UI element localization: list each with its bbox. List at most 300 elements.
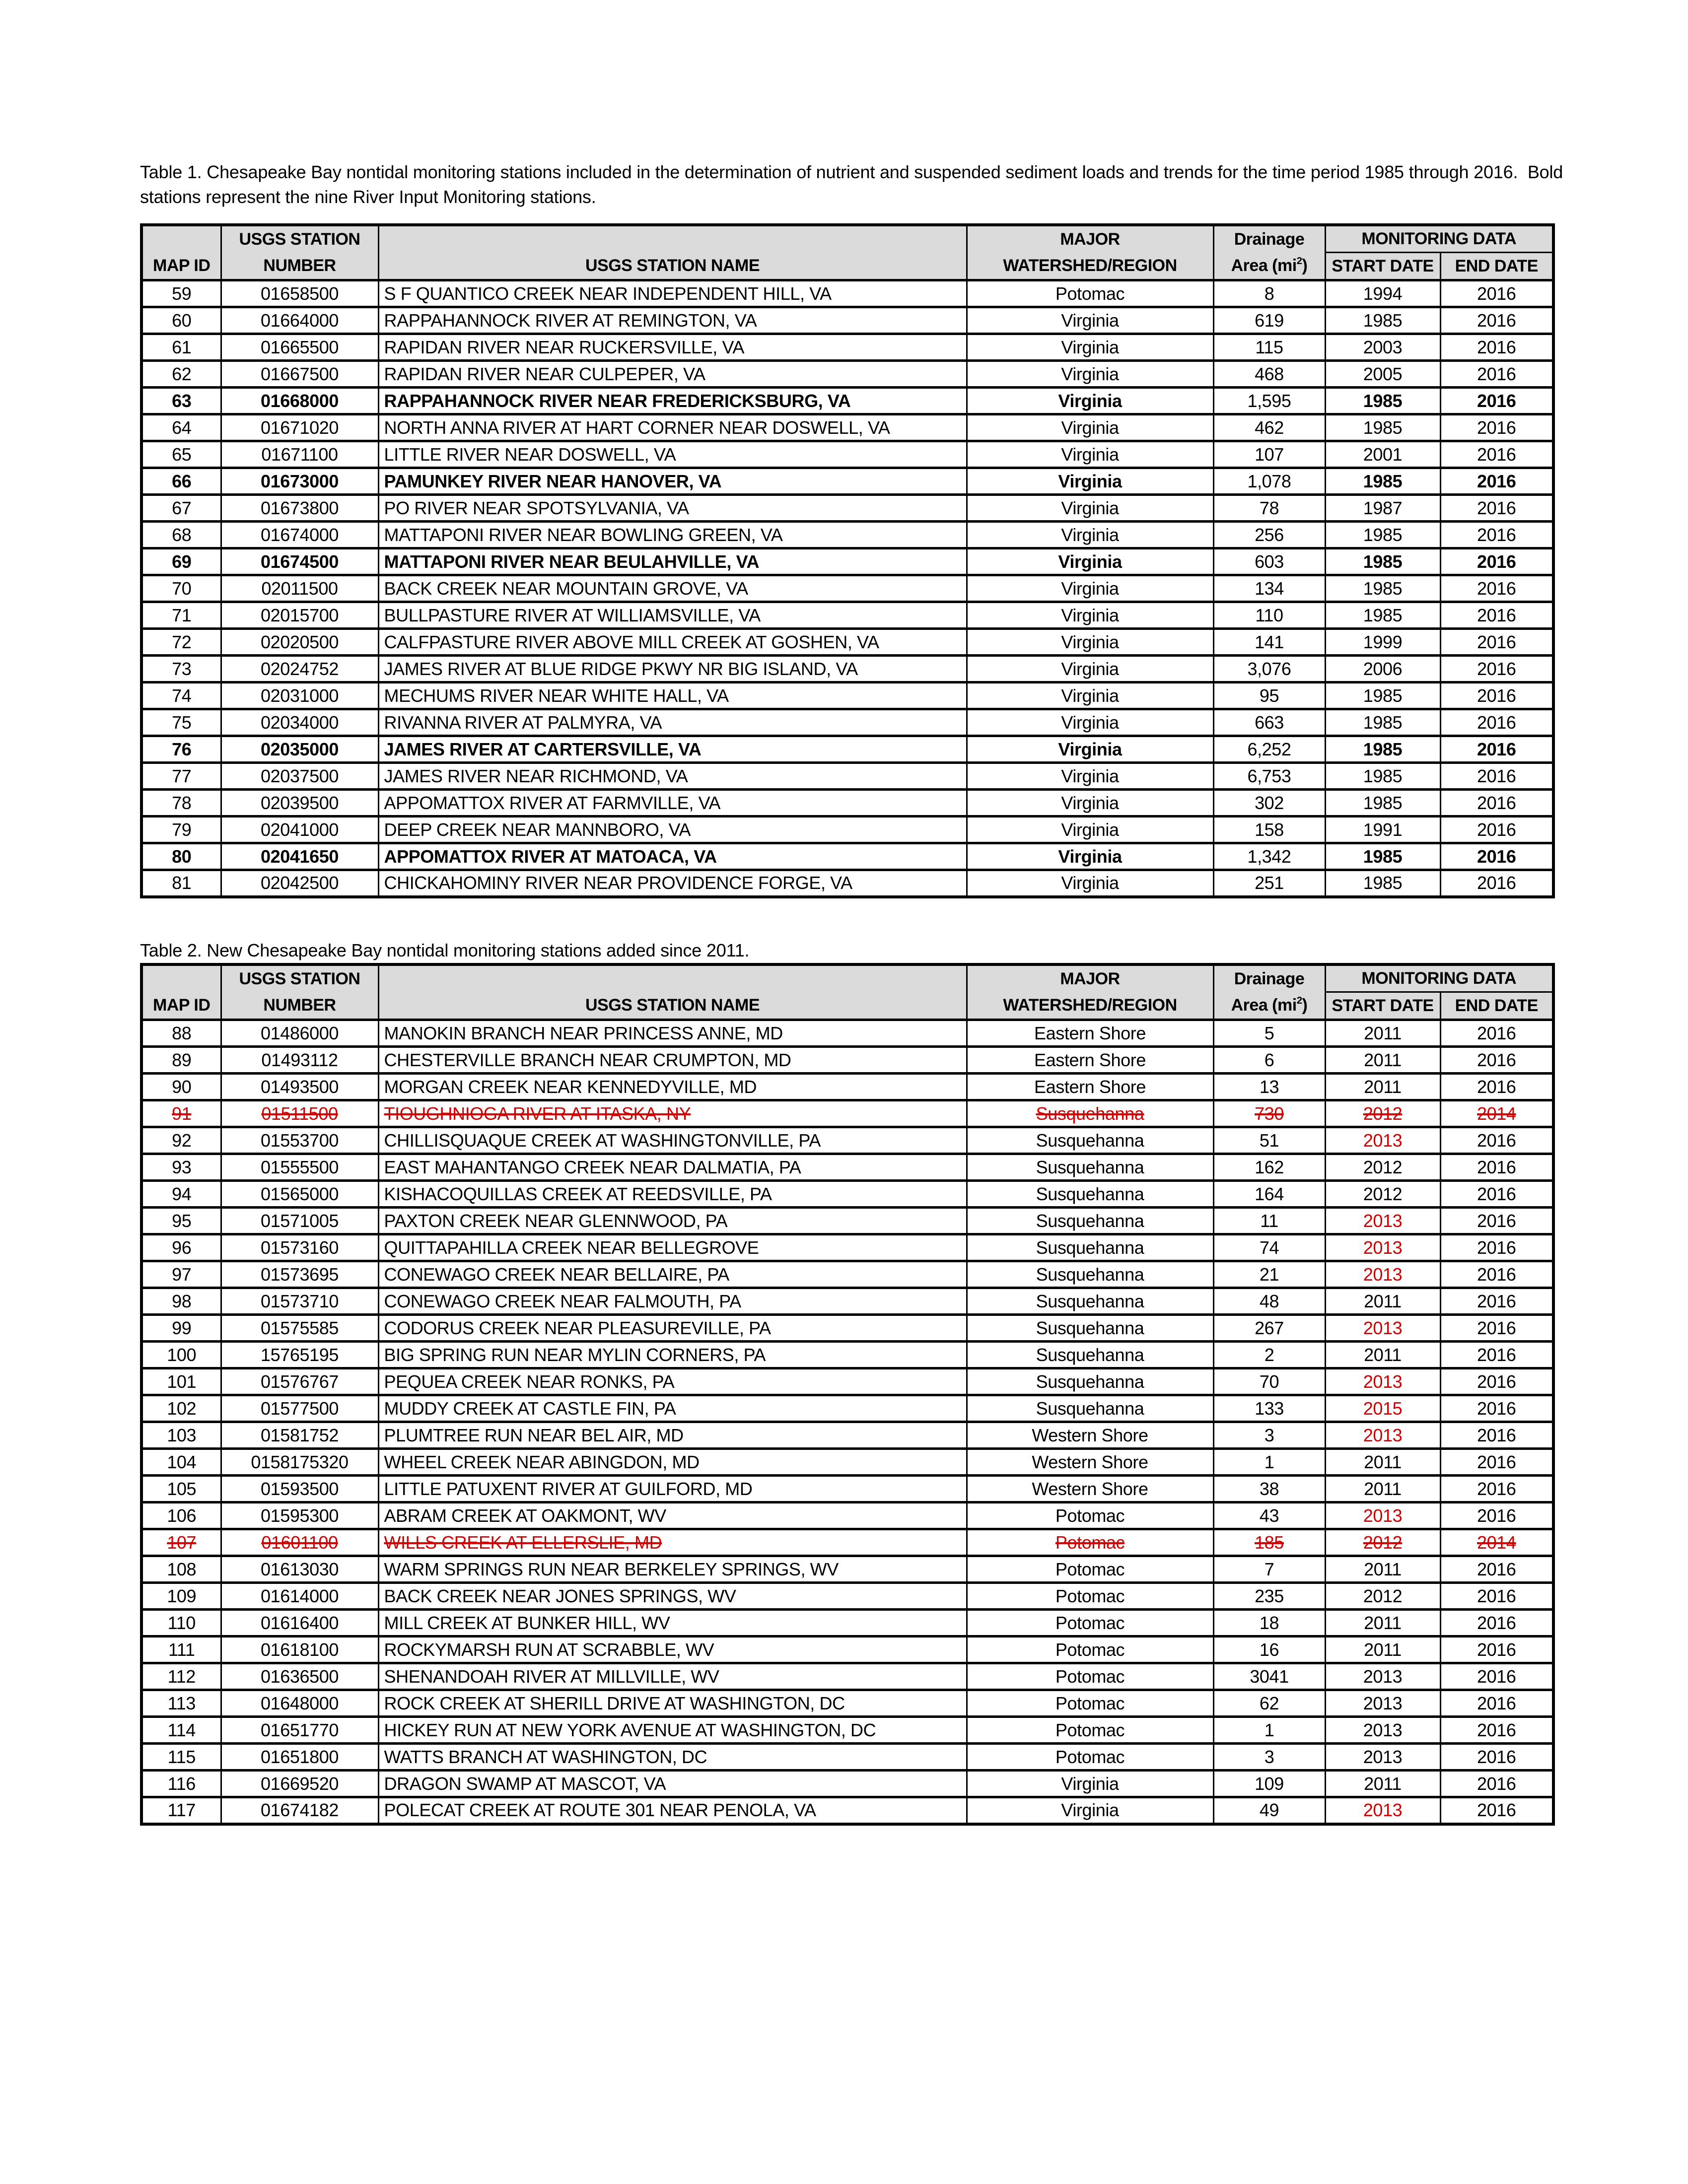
table-row (141, 468, 1553, 495)
cell-map-id: 62 (141, 361, 221, 388)
table-row (141, 1797, 1553, 1824)
cell-drainage-area: 70 (1213, 1368, 1325, 1395)
cell-station-name: S F QUANTICO CREEK NEAR INDEPENDENT HILL, VA (378, 280, 967, 307)
cell-watershed: Virginia (967, 522, 1213, 548)
cell-station-number: 02024752 (221, 656, 378, 682)
cell-watershed: Western Shore (967, 1422, 1213, 1449)
cell-station-name: PLUMTREE RUN NEAR BEL AIR, MD (378, 1422, 967, 1449)
cell-watershed: Virginia (967, 361, 1213, 388)
header-station-name: USGS STATION NAME (378, 225, 967, 280)
cell-end-date: 2016 (1440, 1020, 1553, 1047)
cell-drainage-area: 51 (1213, 1127, 1325, 1154)
cell-end-date: 2016 (1440, 1047, 1553, 1074)
cell-station-name: RAPIDAN RIVER NEAR RUCKERSVILLE, VA (378, 334, 967, 361)
cell-end-date: 2016 (1440, 1797, 1553, 1824)
cell-end-date: 2016 (1440, 1771, 1553, 1797)
table-row (141, 1690, 1553, 1717)
cell-station-name: QUITTAPAHILLA CREEK NEAR BELLEGROVE (378, 1234, 967, 1261)
header-row (141, 964, 1553, 992)
cell-watershed: Virginia (967, 843, 1213, 870)
cell-start-date: 1985 (1325, 468, 1440, 495)
cell-station-name: CODORUS CREEK NEAR PLEASUREVILLE, PA (378, 1315, 967, 1342)
cell-watershed: Susquehanna (967, 1234, 1213, 1261)
cell-watershed: Susquehanna (967, 1368, 1213, 1395)
cell-start-date: 2005 (1325, 361, 1440, 388)
cell-station-number: 02041000 (221, 817, 378, 843)
header-monitoring-data: MONITORING DATA (1325, 225, 1553, 253)
cell-drainage-area: 11 (1213, 1208, 1325, 1234)
cell-end-date: 2016 (1440, 1502, 1553, 1529)
cell-end-date: 2016 (1440, 1663, 1553, 1690)
cell-end-date: 2016 (1440, 1395, 1553, 1422)
cell-watershed: Potomac (967, 280, 1213, 307)
table-row (141, 1583, 1553, 1610)
cell-end-date: 2016 (1440, 280, 1553, 307)
cell-start-date: 2012 (1325, 1100, 1440, 1127)
cell-station-number: 0158175320 (221, 1449, 378, 1476)
cell-watershed: Virginia (967, 468, 1213, 495)
cell-end-date: 2016 (1440, 468, 1553, 495)
cell-station-name: LITTLE PATUXENT RIVER AT GUILFORD, MD (378, 1476, 967, 1502)
cell-watershed: Virginia (967, 1797, 1213, 1824)
cell-drainage-area: 1,342 (1213, 843, 1325, 870)
cell-drainage-area: 110 (1213, 602, 1325, 629)
cell-station-number: 01664000 (221, 307, 378, 334)
header-start-date: START DATE (1325, 253, 1440, 280)
cell-station-name: KISHACOQUILLAS CREEK AT REEDSVILLE, PA (378, 1181, 967, 1208)
cell-station-number: 01486000 (221, 1020, 378, 1047)
cell-end-date: 2016 (1440, 1154, 1553, 1181)
cell-map-id: 100 (141, 1342, 221, 1368)
cell-start-date: 2003 (1325, 334, 1440, 361)
cell-start-date: 2011 (1325, 1288, 1440, 1315)
cell-drainage-area: 1,595 (1213, 388, 1325, 414)
cell-end-date: 2014 (1440, 1100, 1553, 1127)
cell-station-name: MORGAN CREEK NEAR KENNEDYVILLE, MD (378, 1074, 967, 1100)
cell-map-id: 59 (141, 280, 221, 307)
table1-body (141, 280, 1553, 897)
cell-watershed: Virginia (967, 414, 1213, 441)
cell-start-date: 1985 (1325, 843, 1440, 870)
cell-map-id: 61 (141, 334, 221, 361)
cell-map-id: 94 (141, 1181, 221, 1208)
cell-watershed: Eastern Shore (967, 1074, 1213, 1100)
cell-end-date: 2016 (1440, 817, 1553, 843)
cell-map-id: 117 (141, 1797, 221, 1824)
cell-end-date: 2016 (1440, 1556, 1553, 1583)
cell-map-id: 64 (141, 414, 221, 441)
cell-start-date: 1985 (1325, 763, 1440, 790)
cell-start-date: 1987 (1325, 495, 1440, 522)
cell-start-date: 1985 (1325, 414, 1440, 441)
cell-watershed: Virginia (967, 682, 1213, 709)
cell-station-name: RAPIDAN RIVER NEAR CULPEPER, VA (378, 361, 967, 388)
cell-station-number: 01665500 (221, 334, 378, 361)
cell-station-number: 01601100 (221, 1529, 378, 1556)
cell-end-date: 2016 (1440, 1744, 1553, 1771)
cell-watershed: Virginia (967, 763, 1213, 790)
cell-station-name: RAPPAHANNOCK RIVER AT REMINGTON, VA (378, 307, 967, 334)
cell-map-id: 80 (141, 843, 221, 870)
cell-drainage-area: 164 (1213, 1181, 1325, 1208)
table-row (141, 575, 1553, 602)
cell-map-id: 92 (141, 1127, 221, 1154)
cell-map-id: 67 (141, 495, 221, 522)
cell-station-number: 01577500 (221, 1395, 378, 1422)
cell-station-number: 01671020 (221, 414, 378, 441)
cell-watershed: Virginia (967, 817, 1213, 843)
cell-drainage-area: 256 (1213, 522, 1325, 548)
table-row (141, 334, 1553, 361)
cell-end-date: 2016 (1440, 736, 1553, 763)
cell-end-date: 2016 (1440, 790, 1553, 817)
table-row (141, 1663, 1553, 1690)
cell-start-date: 2013 (1325, 1261, 1440, 1288)
cell-map-id: 97 (141, 1261, 221, 1288)
cell-start-date: 2011 (1325, 1020, 1440, 1047)
cell-end-date: 2016 (1440, 441, 1553, 468)
cell-station-number: 01674000 (221, 522, 378, 548)
cell-map-id: 90 (141, 1074, 221, 1100)
cell-map-id: 107 (141, 1529, 221, 1556)
table-row (141, 1502, 1553, 1529)
cell-start-date: 2013 (1325, 1315, 1440, 1342)
cell-start-date: 2013 (1325, 1368, 1440, 1395)
cell-station-name: RIVANNA RIVER AT PALMYRA, VA (378, 709, 967, 736)
cell-map-id: 65 (141, 441, 221, 468)
cell-map-id: 89 (141, 1047, 221, 1074)
cell-drainage-area: 133 (1213, 1395, 1325, 1422)
cell-station-name: CONEWAGO CREEK NEAR BELLAIRE, PA (378, 1261, 967, 1288)
cell-drainage-area: 18 (1213, 1610, 1325, 1637)
cell-end-date: 2016 (1440, 575, 1553, 602)
cell-station-name: MUDDY CREEK AT CASTLE FIN, PA (378, 1395, 967, 1422)
table-row (141, 548, 1553, 575)
cell-map-id: 71 (141, 602, 221, 629)
cell-start-date: 1985 (1325, 575, 1440, 602)
table-row (141, 602, 1553, 629)
table-row (141, 709, 1553, 736)
cell-station-name: BACK CREEK NEAR MOUNTAIN GROVE, VA (378, 575, 967, 602)
cell-end-date: 2016 (1440, 870, 1553, 897)
cell-drainage-area: 16 (1213, 1637, 1325, 1663)
cell-map-id: 103 (141, 1422, 221, 1449)
cell-watershed: Western Shore (967, 1449, 1213, 1476)
cell-drainage-area: 78 (1213, 495, 1325, 522)
cell-end-date: 2016 (1440, 602, 1553, 629)
table-row (141, 682, 1553, 709)
cell-station-number: 01673000 (221, 468, 378, 495)
cell-drainage-area: 49 (1213, 1797, 1325, 1824)
cell-station-name: CHICKAHOMINY RIVER NEAR PROVIDENCE FORGE, VA (378, 870, 967, 897)
table-row (141, 1288, 1553, 1315)
cell-start-date: 2011 (1325, 1342, 1440, 1368)
cell-station-name: JAMES RIVER AT BLUE RIDGE PKWY NR BIG ISLAND, VA (378, 656, 967, 682)
cell-station-number: 01571005 (221, 1208, 378, 1234)
cell-drainage-area: 3 (1213, 1422, 1325, 1449)
cell-end-date: 2016 (1440, 1449, 1553, 1476)
table-row (141, 629, 1553, 656)
cell-station-number: 01674500 (221, 548, 378, 575)
cell-station-name: MATTAPONI RIVER NEAR BEULAHVILLE, VA (378, 548, 967, 575)
cell-watershed: Potomac (967, 1502, 1213, 1529)
cell-watershed: Virginia (967, 495, 1213, 522)
cell-station-name: MANOKIN BRANCH NEAR PRINCESS ANNE, MD (378, 1020, 967, 1047)
cell-start-date: 2006 (1325, 656, 1440, 682)
table-row (141, 361, 1553, 388)
cell-drainage-area: 663 (1213, 709, 1325, 736)
cell-station-name: PAXTON CREEK NEAR GLENNWOOD, PA (378, 1208, 967, 1234)
cell-station-name: SHENANDOAH RIVER AT MILLVILLE, WV (378, 1663, 967, 1690)
cell-station-name: ABRAM CREEK AT OAKMONT, WV (378, 1502, 967, 1529)
cell-end-date: 2016 (1440, 1583, 1553, 1610)
cell-end-date: 2016 (1440, 1074, 1553, 1100)
cell-map-id: 96 (141, 1234, 221, 1261)
cell-station-number: 01673800 (221, 495, 378, 522)
cell-end-date: 2016 (1440, 1288, 1553, 1315)
cell-map-id: 73 (141, 656, 221, 682)
header-end-date: END DATE (1440, 253, 1553, 280)
cell-station-name: PEQUEA CREEK NEAR RONKS, PA (378, 1368, 967, 1395)
cell-drainage-area: 134 (1213, 575, 1325, 602)
table-row (141, 1395, 1553, 1422)
table-row (141, 870, 1553, 897)
cell-start-date: 1985 (1325, 790, 1440, 817)
cell-station-number: 01651770 (221, 1717, 378, 1744)
table-row (141, 1529, 1553, 1556)
table-row (141, 1127, 1553, 1154)
cell-map-id: 109 (141, 1583, 221, 1610)
cell-station-name: WILLS CREEK AT ELLERSLIE, MD (378, 1529, 967, 1556)
cell-drainage-area: 3 (1213, 1744, 1325, 1771)
header-row (141, 225, 1553, 253)
cell-start-date: 2013 (1325, 1127, 1440, 1154)
cell-station-name: JAMES RIVER NEAR RICHMOND, VA (378, 763, 967, 790)
cell-start-date: 1985 (1325, 522, 1440, 548)
cell-drainage-area: 302 (1213, 790, 1325, 817)
cell-drainage-area: 162 (1213, 1154, 1325, 1181)
cell-map-id: 93 (141, 1154, 221, 1181)
cell-map-id: 104 (141, 1449, 221, 1476)
cell-map-id: 79 (141, 817, 221, 843)
cell-station-number: 01555500 (221, 1154, 378, 1181)
cell-station-number: 01618100 (221, 1637, 378, 1663)
cell-start-date: 1985 (1325, 388, 1440, 414)
table-row (141, 1154, 1553, 1181)
cell-station-number: 01593500 (221, 1476, 378, 1502)
cell-watershed: Virginia (967, 441, 1213, 468)
cell-watershed: Virginia (967, 548, 1213, 575)
cell-station-number: 01667500 (221, 361, 378, 388)
cell-start-date: 2011 (1325, 1610, 1440, 1637)
cell-end-date: 2016 (1440, 1610, 1553, 1637)
cell-end-date: 2016 (1440, 361, 1553, 388)
cell-drainage-area: 5 (1213, 1020, 1325, 1047)
cell-map-id: 72 (141, 629, 221, 656)
cell-watershed: Potomac (967, 1583, 1213, 1610)
cell-station-name: LITTLE RIVER NEAR DOSWELL, VA (378, 441, 967, 468)
cell-start-date: 1991 (1325, 817, 1440, 843)
cell-drainage-area: 109 (1213, 1771, 1325, 1797)
cell-map-id: 75 (141, 709, 221, 736)
cell-station-number: 01565000 (221, 1181, 378, 1208)
cell-end-date: 2016 (1440, 1234, 1553, 1261)
cell-end-date: 2016 (1440, 307, 1553, 334)
cell-station-name: TIOUGHNIOGA RIVER AT ITASKA, NY (378, 1100, 967, 1127)
cell-start-date: 2013 (1325, 1663, 1440, 1690)
cell-start-date: 1985 (1325, 602, 1440, 629)
cell-watershed: Potomac (967, 1744, 1213, 1771)
cell-watershed: Eastern Shore (967, 1047, 1213, 1074)
header-start-date: START DATE (1325, 992, 1440, 1020)
table-row (141, 1261, 1553, 1288)
cell-station-number: 02041650 (221, 843, 378, 870)
cell-station-number: 01573695 (221, 1261, 378, 1288)
cell-station-number: 01581752 (221, 1422, 378, 1449)
table-row (141, 1208, 1553, 1234)
table2-body (141, 1020, 1553, 1824)
cell-station-name: WHEEL CREEK NEAR ABINGDON, MD (378, 1449, 967, 1476)
cell-drainage-area: 267 (1213, 1315, 1325, 1342)
cell-end-date: 2016 (1440, 522, 1553, 548)
cell-drainage-area: 235 (1213, 1583, 1325, 1610)
cell-drainage-area: 619 (1213, 307, 1325, 334)
cell-drainage-area: 1 (1213, 1717, 1325, 1744)
cell-drainage-area: 1,078 (1213, 468, 1325, 495)
cell-drainage-area: 38 (1213, 1476, 1325, 1502)
cell-start-date: 2015 (1325, 1395, 1440, 1422)
cell-start-date: 1994 (1325, 280, 1440, 307)
cell-station-name: ROCKYMARSH RUN AT SCRABBLE, WV (378, 1637, 967, 1663)
table-row (141, 1556, 1553, 1583)
cell-drainage-area: 3041 (1213, 1663, 1325, 1690)
cell-end-date: 2016 (1440, 1181, 1553, 1208)
cell-start-date: 2011 (1325, 1047, 1440, 1074)
cell-start-date: 2013 (1325, 1502, 1440, 1529)
cell-start-date: 2012 (1325, 1181, 1440, 1208)
cell-map-id: 68 (141, 522, 221, 548)
cell-drainage-area: 74 (1213, 1234, 1325, 1261)
cell-station-number: 02035000 (221, 736, 378, 763)
cell-drainage-area: 62 (1213, 1690, 1325, 1717)
cell-map-id: 110 (141, 1610, 221, 1637)
cell-map-id: 108 (141, 1556, 221, 1583)
cell-start-date: 2011 (1325, 1449, 1440, 1476)
cell-watershed: Virginia (967, 736, 1213, 763)
header-map-id: MAP ID (141, 964, 221, 1020)
cell-drainage-area: 141 (1213, 629, 1325, 656)
cell-watershed: Susquehanna (967, 1261, 1213, 1288)
cell-station-number: 02037500 (221, 763, 378, 790)
cell-drainage-area: 3,076 (1213, 656, 1325, 682)
cell-start-date: 1985 (1325, 682, 1440, 709)
table-row (141, 1476, 1553, 1502)
cell-end-date: 2016 (1440, 388, 1553, 414)
cell-watershed: Virginia (967, 1771, 1213, 1797)
cell-watershed: Susquehanna (967, 1154, 1213, 1181)
cell-drainage-area: 158 (1213, 817, 1325, 843)
cell-end-date: 2016 (1440, 414, 1553, 441)
cell-station-number: 15765195 (221, 1342, 378, 1368)
header-end-date: END DATE (1440, 992, 1553, 1020)
cell-end-date: 2016 (1440, 843, 1553, 870)
cell-station-number: 02039500 (221, 790, 378, 817)
cell-station-number: 02042500 (221, 870, 378, 897)
header-station-name: USGS STATION NAME (378, 964, 967, 1020)
cell-drainage-area: 1 (1213, 1449, 1325, 1476)
table-row (141, 1610, 1553, 1637)
cell-map-id: 77 (141, 763, 221, 790)
cell-station-name: PO RIVER NEAR SPOTSYLVANIA, VA (378, 495, 967, 522)
cell-watershed: Susquehanna (967, 1181, 1213, 1208)
cell-end-date: 2016 (1440, 1127, 1553, 1154)
cell-end-date: 2016 (1440, 682, 1553, 709)
cell-drainage-area: 107 (1213, 441, 1325, 468)
cell-map-id: 112 (141, 1663, 221, 1690)
cell-end-date: 2016 (1440, 1717, 1553, 1744)
cell-end-date: 2016 (1440, 1422, 1553, 1449)
cell-map-id: 106 (141, 1502, 221, 1529)
header-watershed: MAJOR WATERSHED/REGION (967, 964, 1213, 1020)
cell-end-date: 2016 (1440, 763, 1553, 790)
cell-map-id: 88 (141, 1020, 221, 1047)
cell-end-date: 2016 (1440, 1342, 1553, 1368)
table-row (141, 843, 1553, 870)
cell-map-id: 69 (141, 548, 221, 575)
cell-map-id: 60 (141, 307, 221, 334)
cell-end-date: 2016 (1440, 1315, 1553, 1342)
cell-station-name: CHESTERVILLE BRANCH NEAR CRUMPTON, MD (378, 1047, 967, 1074)
cell-station-number: 01511500 (221, 1100, 378, 1127)
table1-caption: Table 1. Chesapeake Bay nontidal monitoring stations included in the determination of nutrient and suspended sediment loads and trends for the time period 1985 through 2016. Bold stations represent the nine River Input Monitoring stations. (140, 162, 1568, 207)
cell-drainage-area: 13 (1213, 1074, 1325, 1100)
cell-watershed: Potomac (967, 1717, 1213, 1744)
cell-start-date: 2001 (1325, 441, 1440, 468)
cell-start-date: 1999 (1325, 629, 1440, 656)
cell-end-date: 2016 (1440, 656, 1553, 682)
cell-watershed: Virginia (967, 656, 1213, 682)
cell-station-name: MATTAPONI RIVER NEAR BOWLING GREEN, VA (378, 522, 967, 548)
cell-station-name: DEEP CREEK NEAR MANNBORO, VA (378, 817, 967, 843)
table-row (141, 1074, 1553, 1100)
cell-station-name: ROCK CREEK AT SHERILL DRIVE AT WASHINGTON, DC (378, 1690, 967, 1717)
cell-station-name: RAPPAHANNOCK RIVER NEAR FREDERICKSBURG, VA (378, 388, 967, 414)
cell-watershed: Potomac (967, 1610, 1213, 1637)
cell-station-name: WARM SPRINGS RUN NEAR BERKELEY SPRINGS, WV (378, 1556, 967, 1583)
table-row (141, 1744, 1553, 1771)
cell-start-date: 2012 (1325, 1154, 1440, 1181)
header-station-number: USGS STATION NUMBER (221, 964, 378, 1020)
cell-start-date: 2013 (1325, 1422, 1440, 1449)
cell-station-number: 01493500 (221, 1074, 378, 1100)
cell-watershed: Virginia (967, 602, 1213, 629)
cell-map-id: 113 (141, 1690, 221, 1717)
cell-map-id: 66 (141, 468, 221, 495)
header-drainage-area: Drainage Area (mi $^2$ ) (1213, 964, 1325, 1020)
cell-station-number: 01648000 (221, 1690, 378, 1717)
table1-header (141, 225, 1553, 280)
cell-station-number: 01575585 (221, 1315, 378, 1342)
table2 (140, 963, 1555, 1826)
table1 (140, 223, 1555, 898)
cell-watershed: Virginia (967, 870, 1213, 897)
cell-station-number: 01658500 (221, 280, 378, 307)
cell-station-number: 01614000 (221, 1583, 378, 1610)
table-row (141, 790, 1553, 817)
cell-watershed: Virginia (967, 388, 1213, 414)
cell-start-date: 1985 (1325, 548, 1440, 575)
table-row (141, 736, 1553, 763)
